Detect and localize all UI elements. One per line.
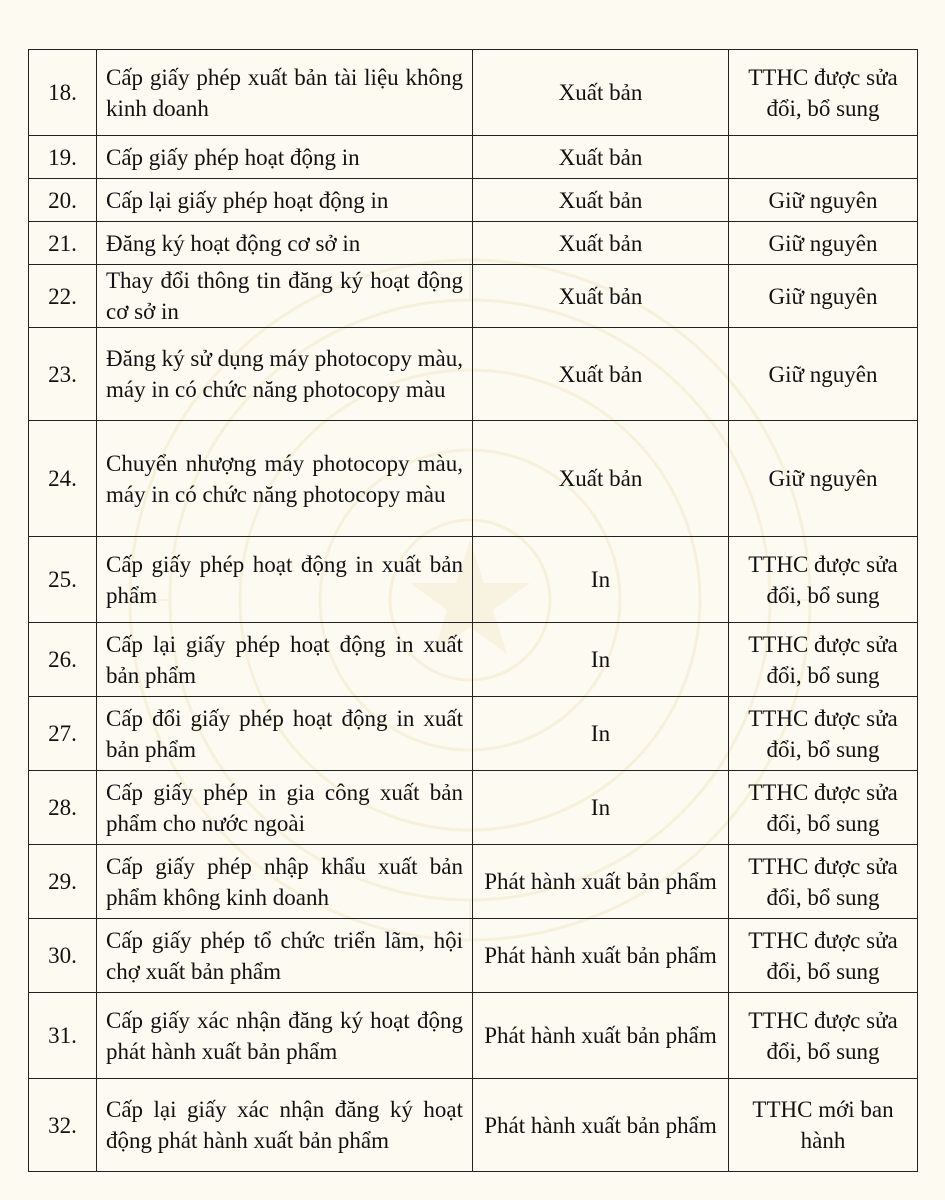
row-number: 18.: [29, 50, 97, 136]
table-row: [29, 265, 918, 328]
table-row: [29, 993, 918, 1079]
procedure-field: Phát hành xuất bản phẩm: [473, 845, 729, 919]
procedure-status: Giữ nguyên: [729, 179, 918, 222]
procedure-name: Thay đổi thông tin đăng ký hoạt động cơ sở in: [97, 265, 473, 328]
table-row: [29, 771, 918, 845]
row-number: 25.: [29, 537, 97, 623]
row-number: 30.: [29, 919, 97, 993]
procedure-status: TTHC được sửa đổi, bổ sung: [729, 919, 918, 993]
row-number: 24.: [29, 421, 97, 537]
procedure-status: TTHC được sửa đổi, bổ sung: [729, 623, 918, 697]
procedure-name: Cấp giấy phép tổ chức triển lãm, hội chợ xuất bản phẩm: [97, 919, 473, 993]
procedure-field: In: [473, 771, 729, 845]
procedures-table: [28, 49, 918, 1172]
procedure-name: Cấp lại giấy phép hoạt động in xuất bản phẩm: [97, 623, 473, 697]
row-number: 19.: [29, 136, 97, 179]
procedure-field: Xuất bản: [473, 421, 729, 537]
row-number: 23.: [29, 328, 97, 421]
procedure-field: Xuất bản: [473, 222, 729, 265]
procedure-status: Giữ nguyên: [729, 421, 918, 537]
procedure-field: In: [473, 623, 729, 697]
procedure-status: TTHC được sửa đổi, bổ sung: [729, 845, 918, 919]
procedure-name: Cấp giấy phép xuất bản tài liệu không kinh doanh: [97, 50, 473, 136]
procedure-field: Phát hành xuất bản phẩm: [473, 919, 729, 993]
procedure-name: Cấp giấy phép in gia công xuất bản phẩm cho nước ngoài: [97, 771, 473, 845]
procedure-name: Chuyển nhượng máy photocopy màu, máy in có chức năng photocopy màu: [97, 421, 473, 537]
procedure-status: TTHC được sửa đổi, bổ sung: [729, 993, 918, 1079]
procedure-name: Đăng ký sử dụng máy photocopy màu, máy in có chức năng photocopy màu: [97, 328, 473, 421]
procedure-name: Cấp lại giấy xác nhận đăng ký hoạt động phát hành xuất bản phẩm: [97, 1079, 473, 1172]
procedure-name: Cấp giấy xác nhận đăng ký hoạt động phát hành xuất bản phẩm: [97, 993, 473, 1079]
table-row: [29, 537, 918, 623]
row-number: 29.: [29, 845, 97, 919]
procedure-status: TTHC được sửa đổi, bổ sung: [729, 771, 918, 845]
row-number: 27.: [29, 697, 97, 771]
procedure-field: Xuất bản: [473, 50, 729, 136]
procedure-name: Cấp giấy phép hoạt động in xuất bản phẩm: [97, 537, 473, 623]
procedure-status: [729, 136, 918, 179]
table-row: [29, 328, 918, 421]
procedure-field: Xuất bản: [473, 328, 729, 421]
procedure-field: Phát hành xuất bản phẩm: [473, 1079, 729, 1172]
row-number: 32.: [29, 1079, 97, 1172]
procedure-name: Đăng ký hoạt động cơ sở in: [97, 222, 473, 265]
row-number: 26.: [29, 623, 97, 697]
row-number: 20.: [29, 179, 97, 222]
row-number: 22.: [29, 265, 97, 328]
procedure-field: Xuất bản: [473, 179, 729, 222]
procedure-status: Giữ nguyên: [729, 328, 918, 421]
row-number: 31.: [29, 993, 97, 1079]
procedure-field: In: [473, 537, 729, 623]
procedure-name: Cấp giấy phép nhập khẩu xuất bản phẩm không kinh doanh: [97, 845, 473, 919]
procedure-status: Giữ nguyên: [729, 265, 918, 328]
row-number: 28.: [29, 771, 97, 845]
table-row: [29, 50, 918, 136]
procedure-field: In: [473, 697, 729, 771]
table-row: [29, 697, 918, 771]
procedure-status: TTHC được sửa đổi, bổ sung: [729, 537, 918, 623]
table-row: [29, 845, 918, 919]
procedure-status: TTHC mới ban hành: [729, 1079, 918, 1172]
row-number: 21.: [29, 222, 97, 265]
table-row: [29, 623, 918, 697]
procedure-field: Xuất bản: [473, 265, 729, 328]
table-row: [29, 136, 918, 179]
procedure-status: Giữ nguyên: [729, 222, 918, 265]
procedure-status: TTHC được sửa đổi, bổ sung: [729, 50, 918, 136]
table-row: [29, 222, 918, 265]
table-row: [29, 179, 918, 222]
procedure-field: Xuất bản: [473, 136, 729, 179]
procedure-name: Cấp đổi giấy phép hoạt động in xuất bản phẩm: [97, 697, 473, 771]
procedure-status: TTHC được sửa đổi, bổ sung: [729, 697, 918, 771]
table-row: [29, 1079, 918, 1172]
procedure-field: Phát hành xuất bản phẩm: [473, 993, 729, 1079]
procedure-name: Cấp giấy phép hoạt động in: [97, 136, 473, 179]
procedure-name: Cấp lại giấy phép hoạt động in: [97, 179, 473, 222]
table-row: [29, 919, 918, 993]
table-row: [29, 421, 918, 537]
